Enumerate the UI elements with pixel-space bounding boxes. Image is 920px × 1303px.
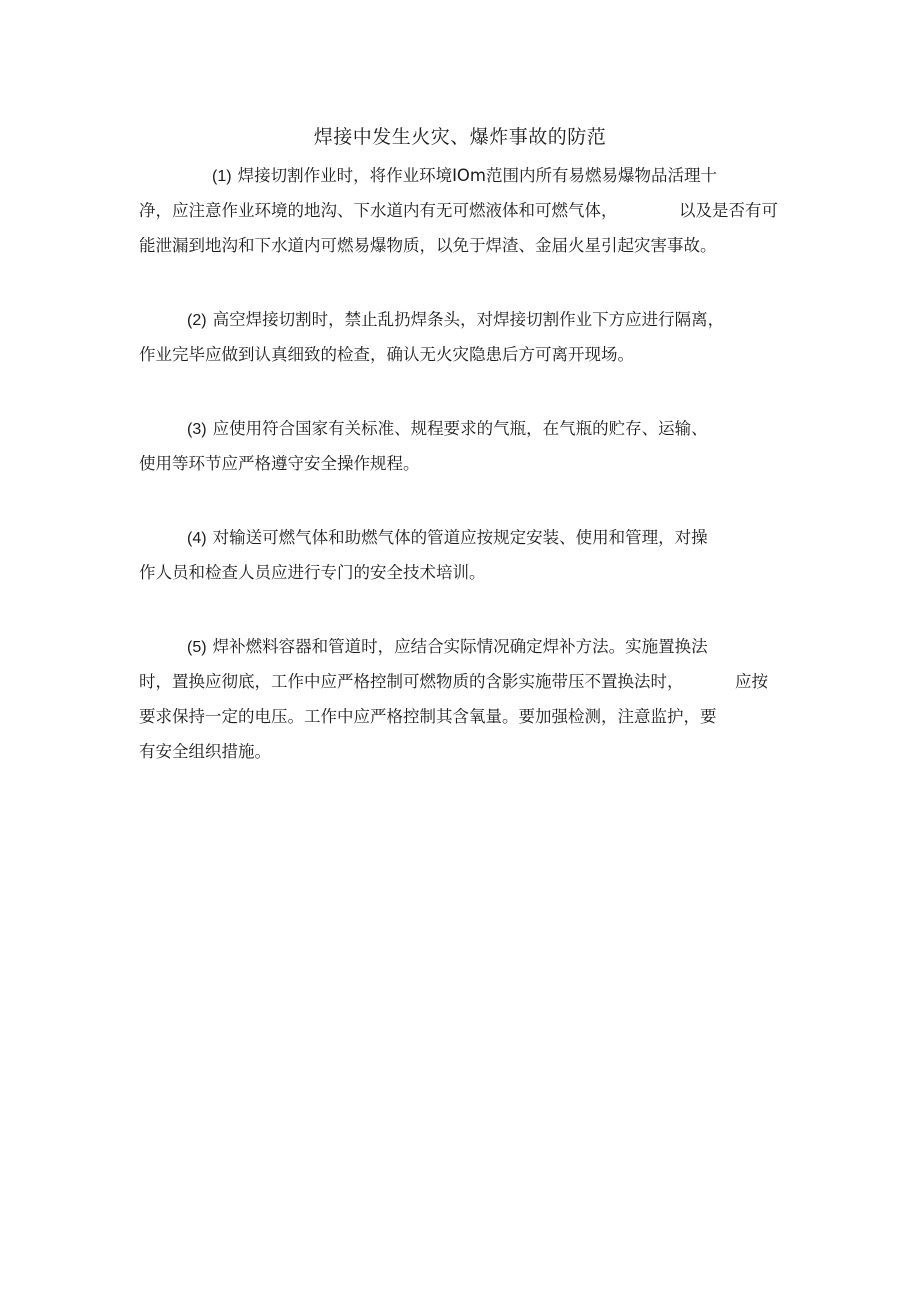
- paragraph-1-text-2: 净，应注意作业环境的地沟、下水道内有无可燃液体和可燃气体，: [139, 201, 618, 220]
- paragraph-1-line-3: [139, 235, 717, 257]
- paragraph-4-text-2: 作人员和检查人员应进行专门的安全技术培训。: [139, 563, 486, 582]
- paragraph-3-line-1: [187, 418, 708, 441]
- paragraph-4-number: (4): [187, 530, 207, 547]
- paragraph-1-text-1: 焊接切割作业时，将作业环境IOm范围内所有易燃易爆物品活理十: [237, 166, 717, 185]
- paragraph-4-line-2: [139, 562, 486, 584]
- paragraph-3-text-2: 使用等环节应严格遵守安全操作规程。: [139, 454, 420, 473]
- paragraph-2-line-2: [139, 344, 634, 366]
- paragraph-2-line-1: [187, 309, 724, 332]
- paragraph-2-number: (2): [187, 312, 207, 329]
- paragraph-3-line-2: [139, 453, 420, 475]
- paragraph-5-line-3: [139, 706, 717, 728]
- paragraph-1-text-4: 能泄漏到地沟和下水道内可燃易爆物质，以免于焊渣、金届火星引起灾害事故。: [139, 236, 717, 255]
- document-title: 焊接中发生火灾、爆炸事故的防范: [313, 126, 607, 148]
- paragraph-1-line-1: [212, 165, 717, 188]
- paragraph-1-number: (1): [212, 168, 232, 185]
- paragraph-3-number: (3): [187, 421, 207, 438]
- paragraph-5-line-2b: [735, 671, 768, 693]
- paragraph-5-line-4: [139, 741, 271, 763]
- paragraph-5-text-5: 有安全组织措施。: [139, 742, 271, 761]
- paragraph-5-line-1: [187, 636, 708, 659]
- paragraph-1-line-2b: [679, 200, 778, 222]
- paragraph-4-text-1: 对输送可燃气体和助燃气体的管道应按规定安装、使用和管理，对操: [212, 528, 708, 547]
- paragraph-5-text-3: 应按: [735, 672, 768, 691]
- paragraph-2-text-1: 高空焊接切割时，禁止乱扔焊条头，对焊接切割作业下方应进行隔离，: [212, 310, 725, 329]
- paragraph-1-line-2: [139, 200, 618, 222]
- paragraph-5-number: (5): [187, 639, 207, 656]
- paragraph-5-text-1: 焊补燃料容器和管道时，应结合实际情况确定焊补方法。实施置换法: [212, 637, 708, 656]
- paragraph-5-text-4: 要求保持一定的电压。工作中应严格控制其含氧量。要加强检测，注意监护，要: [139, 707, 717, 726]
- paragraph-5-text-2: 时，置换应彻底，工作中应严格控制可燃物质的含影实施带压不置换法时，: [139, 672, 684, 691]
- paragraph-3-text-1: 应使用符合国家有关标准、规程要求的气瓶，在气瓶的贮存、运输、: [212, 419, 708, 438]
- paragraph-2-text-2: 作业完毕应做到认真细致的检查，确认无火灾隐患后方可离开现场。: [139, 345, 634, 364]
- paragraph-5-line-2: [139, 671, 684, 693]
- paragraph-4-line-1: [187, 527, 708, 550]
- paragraph-1-text-3: 以及是否有可: [679, 201, 778, 220]
